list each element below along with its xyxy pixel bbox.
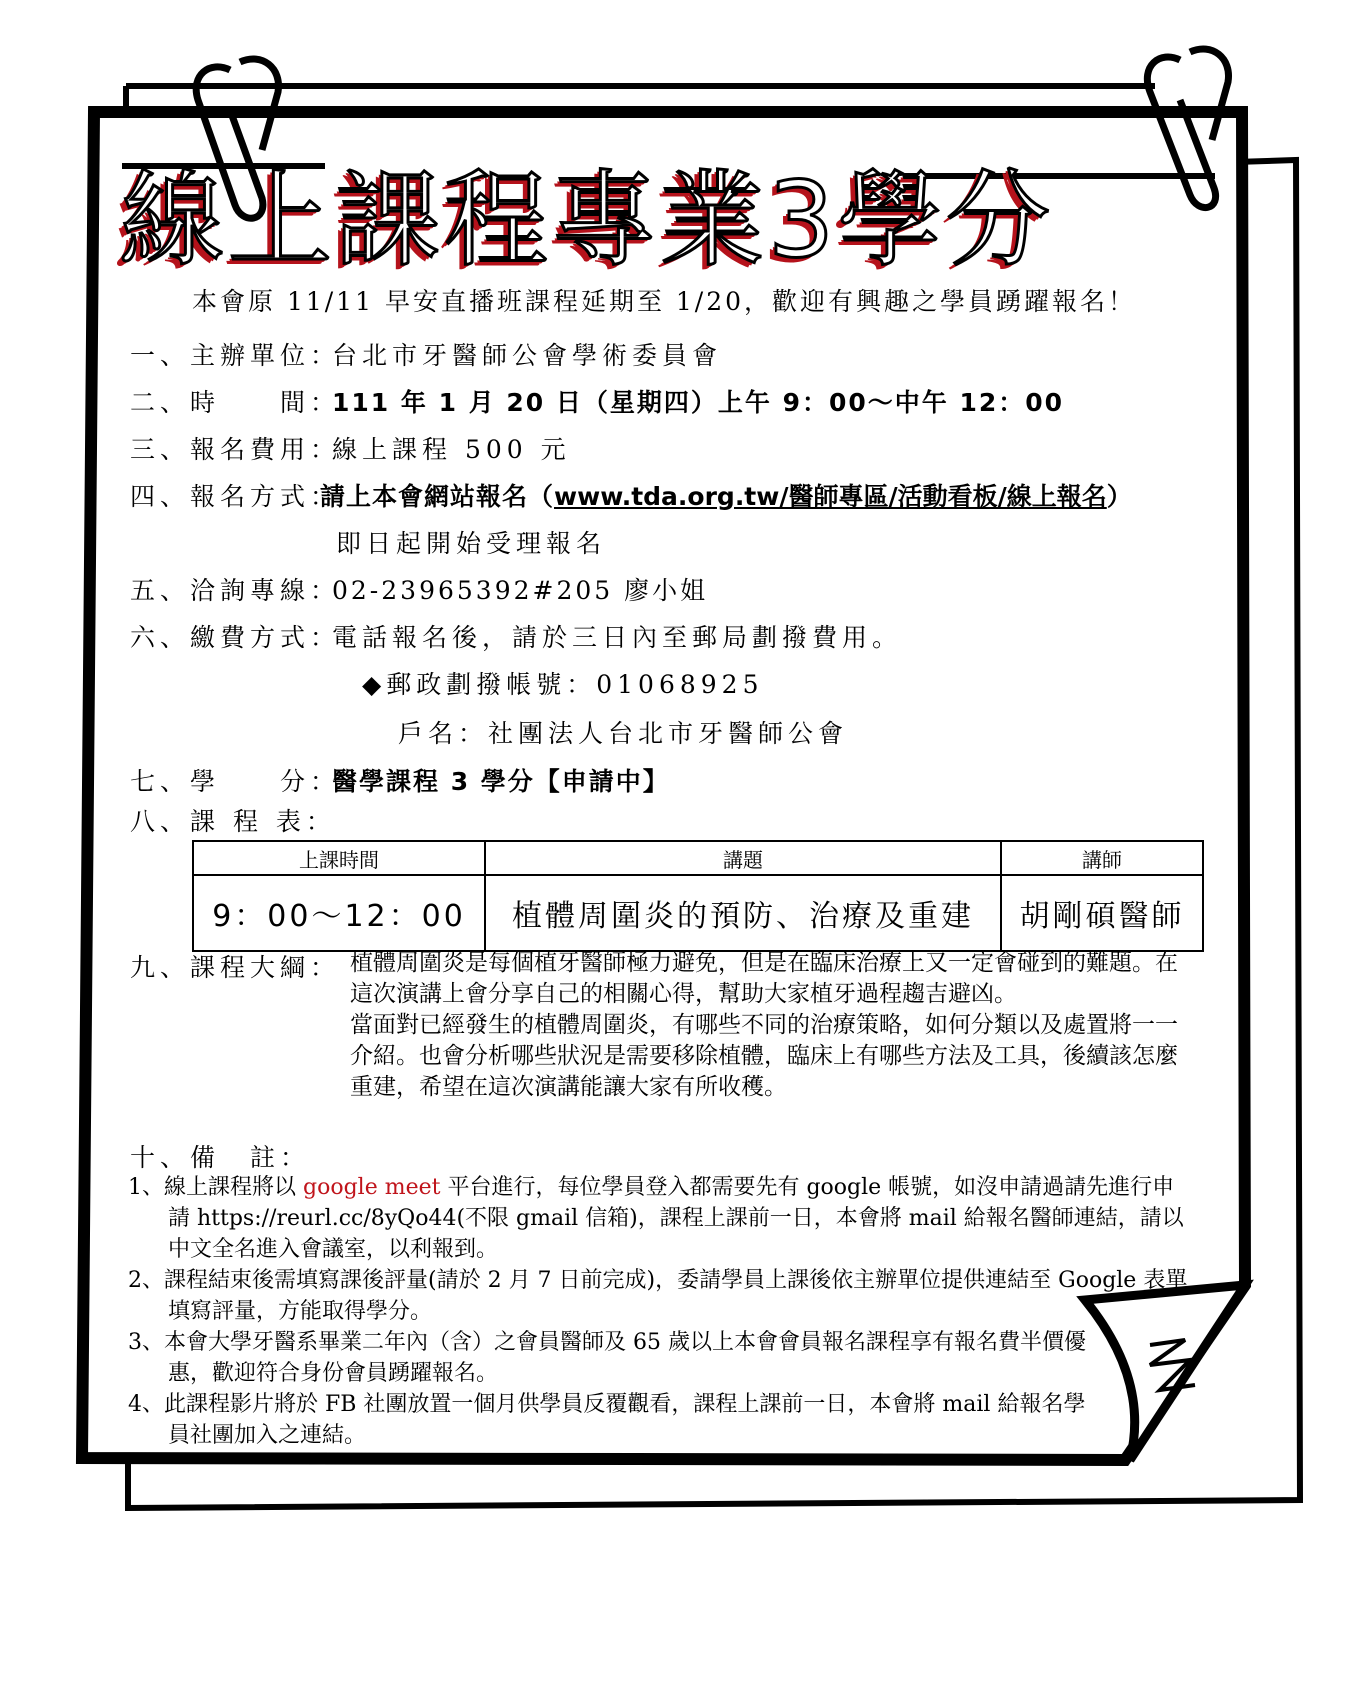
contact-value: 02-23965392#205 廖小姐	[332, 576, 709, 605]
credits-label: 七、學 分：	[130, 767, 341, 796]
notes-body	[128, 1172, 1188, 1451]
header-time: 上課時間	[193, 841, 485, 875]
time-label: 二、時 間：	[130, 388, 341, 417]
outline-para-1: 植體周圍炎是每個植牙醫師極力避免，但是在臨床治療上又一定會碰到的難題。在這次演講上會分享自己的相關心得，幫助大家植牙過程趨吉避凶。	[350, 950, 1178, 1007]
schedule-table	[192, 840, 1204, 952]
outline-label: 九、課程大綱：	[130, 953, 341, 982]
organizer-value: 台北市牙醫師公會學術委員會	[332, 341, 723, 370]
table-row	[193, 875, 1203, 951]
contact-label: 五、洽詢專線：	[130, 576, 341, 605]
method-prefix: 請上本會網站報名（	[320, 482, 555, 511]
fee-row	[130, 430, 571, 466]
note-4: 4、此課程影片將於 FB 社團放置一個月供學員反覆觀看，課程上課前一日，本會將 mail 給報名學員社團加入之連結。	[128, 1392, 1086, 1448]
registration-link[interactable]: www.tda.org.tw/醫師專區/活動看板/線上報名	[554, 482, 1107, 511]
payment-label: 六、繳費方式：	[130, 623, 341, 652]
note-1	[128, 1172, 1188, 1265]
organizer-row	[130, 336, 722, 372]
contact-row	[130, 571, 708, 607]
note-1-prefix: 1、線上課程將以	[128, 1175, 303, 1200]
account-name: 戶名：社團法人台北市牙醫師公會	[398, 719, 849, 748]
cell-lecturer: 胡剛碩醫師	[1001, 875, 1203, 951]
outline-para-2: 當面對已經發生的植體周圍炎，有哪些不同的治療策略，如何分類以及處置將一一介紹。也會分析哪些狀況是需要移除植體，臨床上有哪些方法及工具，後續該怎麼重建，希望在這次演講能讓大家有所收穫。	[350, 1012, 1178, 1100]
cell-topic: 植體周圍炎的預防、治療及重建	[485, 875, 1001, 951]
organizer-label: 一、主辦單位：	[130, 341, 341, 370]
table-header-row	[193, 841, 1203, 875]
intro-text: 本會原 11/11 早安直播班課程延期至 1/20，歡迎有興趣之學員踴躍報名！	[192, 287, 1137, 316]
time-row	[130, 383, 1064, 419]
note-1-suffix: 平台進行，每位學員登入都需要先有 google 帳號，如沒申請過請先進行申請 https://reurl.cc/8yQo44(不限 gmail 信箱)，課程上課前一日，本會將 mail 給報名醫師連結，請以中文全名進入會議室，以利報到。	[168, 1175, 1184, 1262]
method-suffix: ）	[1106, 482, 1134, 511]
notes-label: 十、備 註：	[130, 1143, 311, 1172]
fee-value: 線上課程 500 元	[332, 435, 571, 464]
outline-body	[350, 948, 1180, 1103]
payment-value: 電話報名後，請於三日內至郵局劃撥費用。	[332, 623, 903, 652]
credits-row	[130, 762, 670, 798]
credits-value: 醫學課程 3 學分【申請中】	[332, 767, 670, 796]
method-label: 四、報名方式：	[130, 482, 341, 511]
cell-time: 9：00～12：00	[193, 875, 485, 951]
note-3: 3、本會大學牙醫系畢業二年內（含）之會員醫師及 65 歲以上本會會員報名課程享有報名費半價優惠，歡迎符合身份會員踴躍報名。	[128, 1330, 1086, 1386]
postal-account: ◆郵政劃撥帳號：01068925	[362, 670, 764, 699]
payment-row	[130, 618, 902, 654]
fee-label: 三、報名費用：	[130, 435, 341, 464]
note-2: 2、課程結束後需填寫課後評量(請於 2 月 7 日前完成)，委請學員上課後依主辦單位提供連結至 Google 表單填寫評量，方能取得學分。	[128, 1268, 1188, 1324]
time-value: 111 年 1 月 20 日（星期四）上午 9：00～中午 12：00	[332, 388, 1065, 417]
page-title: 線上課程專業3學分	[120, 159, 1055, 281]
google-meet-highlight: google meet	[303, 1175, 441, 1200]
header-topic: 講題	[485, 841, 1001, 875]
schedule-label: 八、課 程 表：	[130, 807, 336, 836]
method-note: 即日起開始受理報名	[336, 529, 607, 558]
method-row	[130, 477, 1134, 513]
header-lecturer: 講師	[1001, 841, 1203, 875]
